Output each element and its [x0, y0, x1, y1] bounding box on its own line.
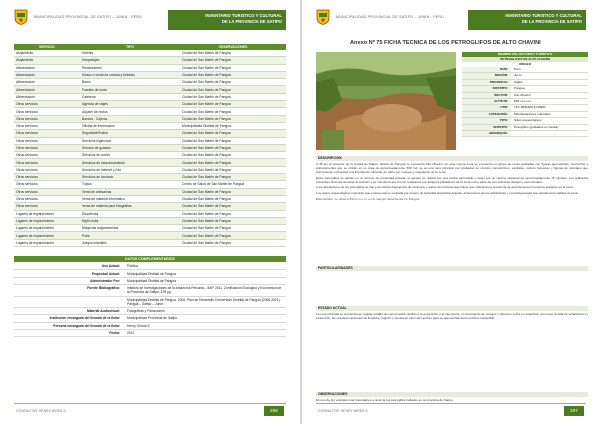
page-footer [316, 403, 586, 418]
servicio-cell: Alimentación [14, 64, 80, 71]
section-header-descripcion: DESCRIPCION [316, 156, 588, 161]
header-title-line-2: DE LA PROVINCIA DE SATIPO [521, 18, 582, 24]
servicio-cell: Otros servicios [14, 195, 80, 202]
table-row [14, 239, 286, 246]
observaciones-cell: Ciudad de San Martin de Pangoa [180, 137, 286, 144]
sheet-key: SECTOR: [462, 93, 511, 98]
tipo-cell: Tópico [80, 181, 180, 188]
servicio-cell: Otros servicios [14, 137, 80, 144]
description-note: Bienvenidos: se ubica a 893 m.s.n.m. en la margen derecha del río Pangoa. [316, 196, 421, 201]
right-page [302, 0, 600, 424]
column-header-tipo: TIPO [80, 44, 180, 50]
tipo-cell: Oficina de información [80, 122, 180, 129]
tipo-cell: Cafetería [80, 93, 180, 100]
observaciones-cell: Ciudad de San Martin de Pangoa [180, 203, 286, 210]
table-row [14, 71, 286, 78]
servicio-cell: Otros servicios [14, 188, 80, 195]
servicio-cell: Lugares de esparcimiento [14, 239, 80, 246]
datos-value: Municipalidad Distrital de Pangoa [127, 278, 176, 283]
tipo-cell: Bancos - Cajeros [80, 115, 180, 122]
servicio-cell: Otros servicios [14, 152, 80, 159]
description-paragraph: A los alrededores de los petroglifos se han encontrado fragmentos de cerámica y restos de herramientas líticas que indicarían la presencia de asentamientos humanos antiguos en la zona. [316, 185, 574, 190]
observaciones-cell: Ciudad de San Martin de Pangoa [180, 130, 286, 137]
table-row [14, 57, 286, 64]
servicio-cell: Otros servicios [14, 159, 80, 166]
tipo-cell: Hoteles [80, 50, 180, 57]
tipo-cell: Servicios de estacionamiento [80, 159, 180, 166]
observations-text: Es uno de los vestigios más importantes a nivel de los petroglifos hallados en la provincia de Satipo. [316, 398, 454, 402]
sheet-value: Alto Chavini [514, 92, 531, 97]
servicio-cell: Alojamiento [14, 50, 80, 57]
table-row [14, 108, 286, 115]
datos-value: Municipalidad Distrital de Pangoa. 2006. Plan de Desarrollo Concertado Distrital de Pangoa (2006-2021). Pangoa – Satipo – Junín. [127, 297, 281, 306]
datos-key: Fecha: [109, 331, 120, 336]
observaciones-cell: Ciudad de San Martin de Pangoa [180, 225, 286, 232]
page-footer [14, 403, 286, 418]
table-row [14, 181, 286, 188]
column-header-observaciones: OBSERVACIONES [180, 44, 286, 50]
servicio-cell: Alojamiento [14, 57, 80, 64]
sheet-title: NOMBRE DEL RECURSO TURISTICO [462, 52, 588, 57]
tipo-cell: Seguridad/Policía [80, 130, 180, 137]
resource-name: PETROGLIFOS DE ALTO CHAVINI [462, 57, 588, 62]
tipo-cell: Hospedajes [80, 57, 180, 64]
datos-value: Municipalidad Provincial de Satipo [127, 316, 178, 321]
observaciones-cell: Ciudad de San Martin de Pangoa [180, 144, 286, 151]
table-row [14, 174, 286, 181]
datos-row [14, 285, 286, 296]
table-row [14, 210, 286, 217]
tipo-cell: Venta de material para fotografías [80, 203, 180, 210]
description-paragraph: Los restos arqueológicos muestran que el área estuvo ocupada por grupos de la familia lingüística Arawak, antecesores de los asháninkas y nomatsiguengas que actualmente habitan la zona. [316, 191, 579, 196]
observaciones-cell: Ciudad de San Martin de Pangoa [180, 86, 286, 93]
observaciones-cell: Ciudad de San Martin de Pangoa [180, 159, 286, 166]
sheet-key: ALTITUD: [462, 99, 511, 104]
tipo-cell: Alquiler de motos [80, 108, 180, 115]
observaciones-cell: Ciudad de San Martin de Pangoa [180, 93, 286, 100]
tipo-cell: Servicios de Internet y Fax [80, 166, 180, 173]
header-title-box [168, 10, 286, 30]
table-row [14, 159, 286, 166]
sheet-value: Pangoa [514, 86, 525, 91]
datos-row [14, 270, 286, 277]
servicio-cell: Alimentación [14, 93, 80, 100]
datos-row [14, 297, 286, 308]
observaciones-cell: Ciudad de San Martin de Pangoa [180, 79, 286, 86]
page-header [302, 6, 600, 32]
servicio-cell: Otros servicios [14, 115, 80, 122]
footer-consultant: CONSULTOR: HENRY MIRES S. [318, 409, 369, 413]
observaciones-cell: Ciudad de San Martin de Pangoa [180, 217, 286, 224]
tipo-cell: Pubs [80, 232, 180, 239]
datos-row [14, 323, 286, 330]
servicio-cell: Otros servicios [14, 108, 80, 115]
table-row [14, 144, 286, 151]
sheet-value [511, 131, 588, 136]
description-paragraph: A 45 km al suroeste de la ciudad de Satipo, distrito de Pangoa se encuentra Alto Chavini, en esta misma zona se encuentra un grupo de rocas grabadas con figuras geométricas, zoomorfas y antropomorfas que se ubican en un área de aproximadamente 500 m2; se ve una roca principal con grabados de círculos concéntricos, espirales, rostros humanos y figuras de animales que permanecen expuestas a la intemperie cubiertas en parte por musgos y vegetación de la zona. [316, 162, 588, 175]
sheet-key: REGIÓN: [462, 73, 511, 78]
observaciones-cell: Ciudad de San Martin de Pangoa [180, 71, 286, 78]
observaciones-cell: Centro de Salud de San Martin de Pangoa [180, 181, 286, 188]
description-block [316, 162, 588, 201]
tipo-cell: Restaurantes [80, 64, 180, 71]
municipality-label: MUNICIPALIDAD PROVINCIAL DE SATIPO – JUNIN - PERU [34, 15, 142, 19]
servicio-cell: Otros servicios [14, 174, 80, 181]
tipo-cell: Máquinas tragamonedas [80, 225, 180, 232]
datos-value: 2012 [127, 331, 135, 336]
observaciones-cell: Ciudad de San Martin de Pangoa [180, 115, 286, 122]
datos-value: Henry Ochoa S. [127, 323, 151, 328]
servicio-cell: Otros servicios [14, 144, 80, 151]
section-header-estado-actual: ESTADO ACTUAL [316, 306, 588, 311]
tipo-cell: Servicios de locutorio [80, 174, 180, 181]
table-row [14, 188, 286, 195]
tipo-cell: Agencia de viajes [80, 101, 180, 108]
servicio-cell: Lugares de esparcimiento [14, 225, 80, 232]
tipo-cell: Kiosco o venta de comida y bebidas [80, 71, 180, 78]
datos-row [14, 315, 286, 322]
datos-value: Municipalidad Distrital de Pangoa [127, 271, 176, 276]
header-title-line-2: DE LA PROVINCIA DE SATIPO [221, 18, 282, 24]
sheet-key: SUBTIPO: [462, 125, 511, 130]
servicio-cell: Alimentación [14, 71, 80, 78]
petroglyph-site-photo [316, 52, 456, 150]
tipo-cell: Juegos infantiles [80, 239, 180, 246]
table-row [14, 86, 286, 93]
observaciones-cell: Ciudad de San Martin de Pangoa [180, 210, 286, 217]
municipality-label: MUNICIPALIDAD PROVINCIAL DE SATIPO – JUNIN - PERU [336, 15, 444, 19]
servicio-cell: Otros servicios [14, 101, 80, 108]
datos-row [14, 308, 286, 315]
datos-key: Fuente Bibliográfica: [87, 286, 120, 291]
table-row [14, 225, 286, 232]
datos-value: Fotografías y Filmaciones [127, 309, 165, 314]
tipo-cell: Servicios de correo [80, 152, 180, 159]
datos-value: Instituto de Investigaciones de la Amazonía Peruana – IIAP. 2011. Zonificación Ecológica y Económica de la Provincia de Satipo, 139 pp. [127, 286, 282, 295]
table-row [14, 79, 286, 86]
sheet-value: Perú [514, 67, 521, 71]
datos-complementarios [14, 263, 286, 337]
datos-row [14, 263, 286, 270]
tipo-cell: Servicios higiénicos [80, 137, 180, 144]
header-title-line-1: INVENTARIO TURISTICO Y CULTURAL [205, 13, 282, 18]
observaciones-cell: Ciudad de San Martin de Pangoa [180, 195, 286, 202]
sheet-value: 18 L 0551609 8740981 [514, 105, 546, 110]
observaciones-cell: Ciudad de San Martin de Pangoa [180, 57, 286, 64]
datos-row [14, 330, 286, 337]
table-row [14, 115, 286, 122]
tipo-cell: Venta de artesanías [80, 188, 180, 195]
table-row [14, 130, 286, 137]
sheet-value: Petroglifos (grabados en piedra) [514, 124, 559, 129]
observaciones-cell: Ciudad de San Martin de Pangoa [180, 64, 286, 71]
page-header [0, 6, 300, 32]
servicio-cell: Otros servicios [14, 122, 80, 129]
sheet-row [462, 131, 588, 137]
sheet-key: JERARQUÍA: [462, 131, 511, 136]
table-row [14, 195, 286, 202]
page-number: 296 [264, 406, 284, 416]
datos-key [14, 297, 124, 307]
footer-consultant: CONSULTOR: HENRY MIRES S. [16, 409, 67, 413]
datos-key: Administrador Por: [89, 278, 120, 283]
observaciones-cell: Ciudad de San Martin de Pangoa [180, 108, 286, 115]
table-row [14, 50, 286, 57]
sheet-key: UTM: [462, 105, 511, 110]
tipo-cell: Bares [80, 79, 180, 86]
servicio-cell: Alimentación [14, 79, 80, 86]
observaciones-cell: Municipalidad Distrital de Pangoa [180, 122, 286, 129]
section-header-particularidades: PARTICULARIDADES [316, 266, 588, 271]
observaciones-cell: Ciudad de San Martin de Pangoa [180, 239, 286, 246]
servicio-cell: Lugares de esparcimiento [14, 232, 80, 239]
sheet-value: Sitios arqueológicos [514, 118, 542, 123]
sheet-value: Junín [514, 73, 522, 78]
section-header-observaciones: OBSERVACIONES [316, 392, 588, 397]
observaciones-cell: Ciudad de San Martin de Pangoa [180, 166, 286, 173]
table-row [14, 166, 286, 173]
tipo-cell: Discotecas [80, 210, 180, 217]
sheet-value: 893 m.s.n.m. [514, 98, 532, 103]
servicio-cell: Lugares de esparcimiento [14, 217, 80, 224]
servicio-cell: Otros servicios [14, 203, 80, 210]
table-row [14, 101, 286, 108]
municipal-shield-icon [316, 9, 330, 25]
servicio-cell: Lugares de esparcimiento [14, 210, 80, 217]
tipo-cell: Servicio de guiados [80, 144, 180, 151]
tipo-cell: Fuentes de soda [80, 86, 180, 93]
sheet-value: Manifestaciones culturales [514, 111, 551, 116]
page-number: 297 [564, 406, 584, 416]
servicio-cell: Otros servicios [14, 166, 80, 173]
table-row [14, 152, 286, 159]
sheet-key: PAÍS: [462, 67, 511, 72]
table-row [14, 217, 286, 224]
header-title-line-1: INVENTARIO TURISTICO Y CULTURAL [505, 13, 582, 18]
table-row [14, 93, 286, 100]
description-paragraph: Estos petroglifos se ubican en un terreno de propiedad privada, el acceso se realiza por una trocha carrozable y luego por un camino peatonal de aproximadamente 15 minutos. Los grabados presentan diversas técnicas de incisión y se considera que fueron realizados por antiguos pobladores de la zona como parte de sus prácticas rituales y ceremoniales. [316, 175, 588, 184]
resource-sheet [462, 52, 588, 137]
sheet-value: Satipo [514, 79, 523, 84]
header-title-box [468, 10, 586, 30]
column-header-servicio: SERVICIO [14, 44, 80, 50]
servicio-cell: Alimentación [14, 86, 80, 93]
annex-title: Anexo Nº 75 FICHA TECNICA DE LOS PETROGLIFOS DE ALTO CHAVINI [350, 40, 541, 46]
sheet-key: DISTRITO: [462, 86, 511, 91]
datos-complementarios-title: DATOS COMPLEMENTARIOS [14, 256, 286, 262]
table-row [14, 137, 286, 144]
observaciones-cell: Ciudad de San Martin de Pangoa [180, 50, 286, 57]
services-table [14, 44, 286, 247]
datos-key: Uso Actual: [101, 264, 120, 269]
datos-key: Material Audiovisual: [86, 309, 120, 314]
datos-key: Propiedad Actual: [91, 271, 120, 276]
servicio-cell: Otros servicios [14, 130, 80, 137]
table-row [14, 64, 286, 71]
sheet-key: PROVINCIA: [462, 80, 511, 85]
observaciones-cell: Ciudad de San Martin de Pangoa [180, 188, 286, 195]
observaciones-cell: Ciudad de San Martin de Pangoa [180, 174, 286, 181]
observaciones-cell: Ciudad de San Martin de Pangoa [180, 232, 286, 239]
servicio-cell: Otros servicios [14, 181, 80, 188]
datos-key: Persona encargada del llenado de la ficha: [53, 323, 120, 328]
table-row [14, 122, 286, 129]
datos-value: Pública [127, 264, 138, 269]
datos-key: Institución encargada del llenado de la ficha: [49, 316, 120, 321]
state-text: La roca principal se encuentra en regular estado de conservación debido a la exposición a la intemperie, el crecimiento de musgos y líquenes sobre su superficie, así como la falta de señalización y protección. Se requieren acciones de limpieza, registro y puesta en valor del recurso para su aprovechamiento turístico sostenible. [316, 312, 588, 321]
datos-row [14, 278, 286, 285]
sheet-key: CATEGORÍA: [462, 112, 511, 117]
observaciones-cell: Ciudad de San Martin de Pangoa [180, 152, 286, 159]
tipo-cell: Venta de material informativo [80, 195, 180, 202]
ubigeo-label: UBIGEO [462, 62, 588, 67]
tipo-cell: Night clubs [80, 217, 180, 224]
municipal-shield-icon [14, 9, 28, 25]
observaciones-cell: Ciudad de San Martin de Pangoa [180, 101, 286, 108]
table-row [14, 203, 286, 210]
table-row [14, 232, 286, 239]
sheet-key: TIPO: [462, 118, 511, 123]
